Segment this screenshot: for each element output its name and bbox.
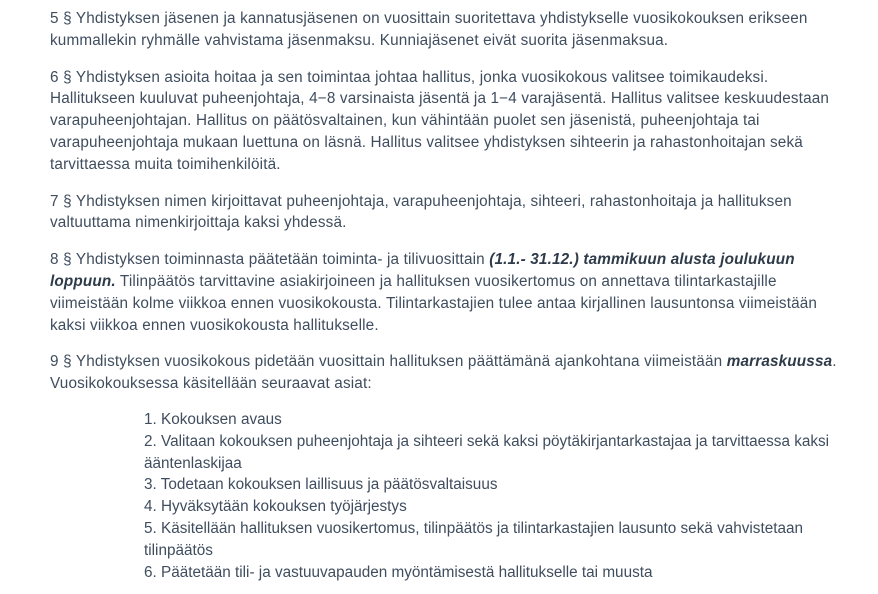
paragraph-section-9: [50, 351, 850, 395]
section-9-emphasis: marraskuussa: [726, 353, 833, 371]
section-9-lead: 9 § Yhdistyksen vuosikokous pidetään vuosittain hallituksen päättämänä ajankohtana viimeistään: [50, 353, 727, 371]
section-9-agenda-list: [144, 409, 850, 583]
section-8-lead: 8 § Yhdistyksen toiminnasta päätetään toiminta- ja tilivuosittain: [50, 251, 490, 269]
paragraph-section-5: 5 § Yhdistyksen jäsenen ja kannatusjäsenen on vuosittain suoritettava yhdistykselle vuosikokouksen erikseen kummallekin ryhmälle vahvistama jäsenmaksu. Kunniajäsenet eivät suorita jäsenmaksua.: [50, 10, 808, 49]
section-8-emphasis: (1.1.- 31.12.) tammikuun alusta joulukuun loppuun.: [50, 251, 795, 290]
section-8-rest: Tilinpäätös tarvittavine asiakirjoineen ja hallituksen vuosikertomus on annettava tilintarkastajille viimeistään kolme viikkoa ennen vuosikokousta. Tilintarkastajien tulee antaa kirjallinen lausuntonsa viimeistään kaksi viikkoa ennen vuosikokousta hallitukselle.: [50, 272, 818, 334]
document-body: [50, 8, 850, 583]
section-9-agenda-list-wrapper: [144, 409, 850, 583]
list-item: 3. Todetaan kokouksen laillisuus ja päätösvaltaisuus: [144, 476, 498, 494]
section-9-rest: . Vuosikokouksessa käsitellään seuraavat asiat:: [50, 353, 837, 393]
paragraph-section-7: 7 § Yhdistyksen nimen kirjoittavat puheenjohtaja, varapuheenjohtaja, sihteeri, rahastonhoitaja ja hallituksen valtuuttama nimenkirjoittaja kaksi yhdessä.: [50, 192, 792, 232]
list-item: 4. Hyväksytään kokouksen työjärjestys: [144, 498, 407, 516]
list-item: 5. Käsitellään hallituksen vuosikertomus, tilinpäätös ja tilintarkastajien lausunto sekä vahvistetaan tilinpäätös: [144, 519, 803, 559]
paragraph-section-8: [50, 249, 850, 336]
paragraph-section-6: 6 § Yhdistyksen asioita hoitaa ja sen toimintaa johtaa hallitus, jonka vuosikokous valitsee toimikaudeksi. Hallitukseen kuuluvat puheenjohtaja, 4−8 varsinaista jäsentä ja 1−4 varajäsentä. Hallitus valitsee keskuudestaan varapuheenjohtajan. Hallitus on päätösvaltainen, kun vähintään puolet sen jäsenistä, puheenjohtaja tai varapuheenjohtaja mukaan luettuna on läsnä. Hallitus valitsee yhdistyksen sihteerin ja rahastonhoitajan sekä tarvittaessa muita toimihenkilöitä.: [50, 68, 830, 173]
list-item: 1. Kokouksen avaus: [144, 410, 282, 428]
list-item: 6. Päätetään tili- ja vastuuvapauden myöntämisestä hallitukselle tai muusta: [144, 563, 653, 581]
list-item: 2. Valitaan kokouksen puheenjohtaja ja sihteeri sekä kaksi pöytäkirjantarkastajaa ja tarvittaessa kaksi ääntenlaskijaa: [144, 432, 830, 472]
